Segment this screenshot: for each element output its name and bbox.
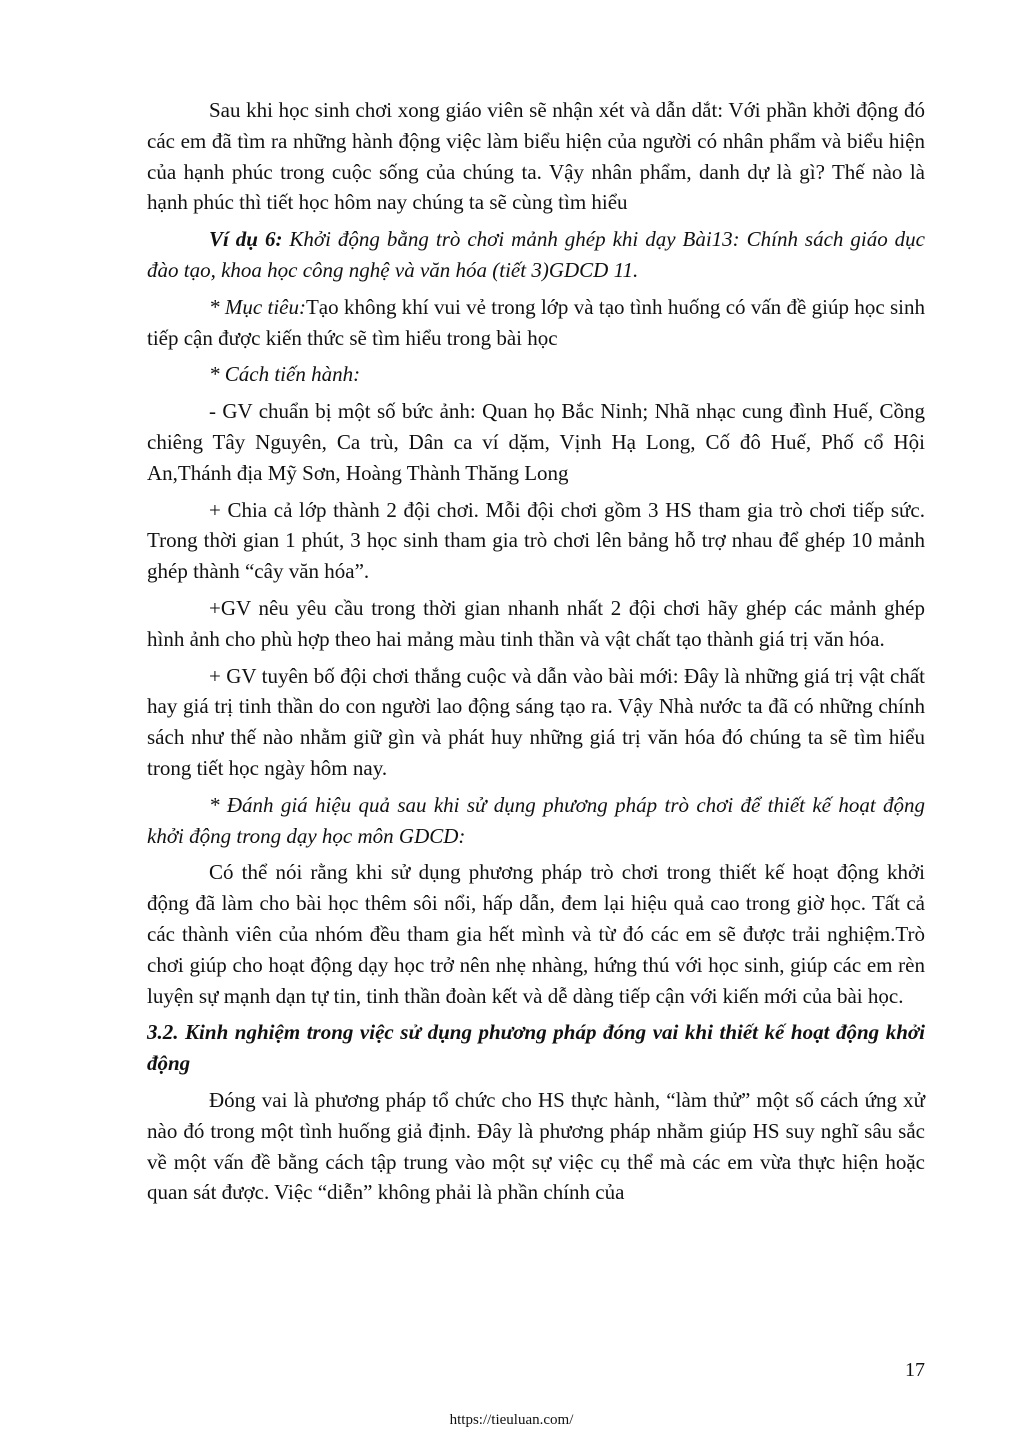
paragraph-objective: [147, 292, 925, 354]
paragraph-evaluation: Có thể nói rằng khi sử dụng phương pháp trò chơi trong thiết kế hoạt động khởi động đã làm cho bài học thêm sôi nổi, hấp dẫn, đem lại hiệu quả cao trong giờ học. Tất cả các thành viên của nhóm đều tham gia hết mình và từ đó các em sẽ được trải nghiệm.Trò chơi giúp cho hoạt động dạy học trở nên nhẹ nhàng, hứng thú với học sinh, giúp các em rèn luyện sự mạnh dạn tự tin, tinh thần đoàn kết và dễ dàng tiếp cận với kiến mới của bài học.: [147, 860, 925, 1008]
paragraph-evaluation-label: * Đánh giá hiệu quả sau khi sử dụng phương pháp trò chơi để thiết kế hoạt động khởi động trong dạy học môn GDCD:: [147, 792, 925, 848]
paragraph-procedure-label: * Cách tiến hành:: [209, 362, 361, 387]
objective-label: * Mục tiêu:: [209, 294, 306, 319]
example-text: Khởi động bằng trò chơi mảnh ghép khi dạy Bài13: Chính sách giáo dục đào tạo, khoa học công nghệ và văn hóa (tiết 3)GDCD 11.: [147, 227, 926, 282]
page-content: [147, 95, 925, 1208]
paragraph-role-play: Đóng vai là phương pháp tổ chức cho HS thực hành, “làm thử” một số cách ứng xử nào đó trong một tình huống giả định. Đây là phương pháp nhằm giúp HS suy nghĩ sâu sắc về một vấn đề bằng cách tập trung vào một sự việc cụ thể mà các em vừa thực hiện hoặc quan sát được. Việc “diễn” không phải là phần chính của: [147, 1087, 925, 1205]
paragraph-gv-announce: + GV tuyên bố đội chơi thắng cuộc và dẫn vào bài mới: Đây là những giá trị vật chất hay giá trị tinh thần do con người lao động sáng tạo ra. Vậy Nhà nước ta đã có những chính sách như thế nào nhằm giữ gìn và phát huy những giá trị văn hóa đó chúng ta sẽ tìm hiểu trong tiết học ngày hôm nay.: [147, 663, 925, 780]
paragraph-intro: Sau khi học sinh chơi xong giáo viên sẽ nhận xét và dẫn dắt: Với phần khởi động đó các em đã tìm ra những hành động việc làm biểu hiện của người có nhân phẩm và biểu hiện của hạnh phúc trong cuộc sống của chúng ta. Vậy nhân phẩm, danh dự là gì? Thế nào là hạnh phúc thì tiết học hôm nay chúng ta sẽ cùng tìm hiểu: [147, 98, 925, 215]
example-label: Ví dụ 6:: [209, 227, 283, 252]
paragraph-gv-request: +GV nêu yêu cầu trong thời gian nhanh nhất 2 đội chơi hãy ghép các mảnh ghép hình ảnh cho phù hợp theo hai mảng màu tinh thần và vật chất tạo thành giá trị văn hóa.: [147, 595, 925, 651]
paragraph-example-6: [147, 224, 925, 286]
objective-text: Tạo không khí vui vẻ trong lớp và tạo tình huống có vấn đề giúp học sinh tiếp cận được kiến thức sẽ tìm hiểu trong bài học: [147, 294, 925, 350]
footer-url[interactable]: https://tieuluan.com/: [449, 1412, 574, 1428]
page-number: 17: [905, 1359, 925, 1381]
paragraph-divide-class: + Chia cả lớp thành 2 đội chơi. Mỗi đội chơi gồm 3 HS tham gia trò chơi tiếp sức. Trong thời gian 1 phút, 3 học sinh tham gia trò chơi lên bảng hỗ trợ nhau để ghép 10 mảnh ghép thành “cây văn hóa”.: [147, 497, 925, 584]
paragraph-gv-prepare: - GV chuẩn bị một số bức ảnh: Quan họ Bắc Ninh; Nhã nhạc cung đình Huế, Cồng chiêng Tây Nguyên, Ca trù, Dân ca ví dặm, Vịnh Hạ Long, Cố đô Huế, Phố cổ Hội An,Thánh địa Mỹ Sơn, Hoàng Thành Thăng Long: [147, 399, 925, 485]
section-heading: 3.2. Kinh nghiệm trong việc sử dụng phương pháp đóng vai khi thiết kế hoạt động khởi động: [147, 1020, 925, 1076]
